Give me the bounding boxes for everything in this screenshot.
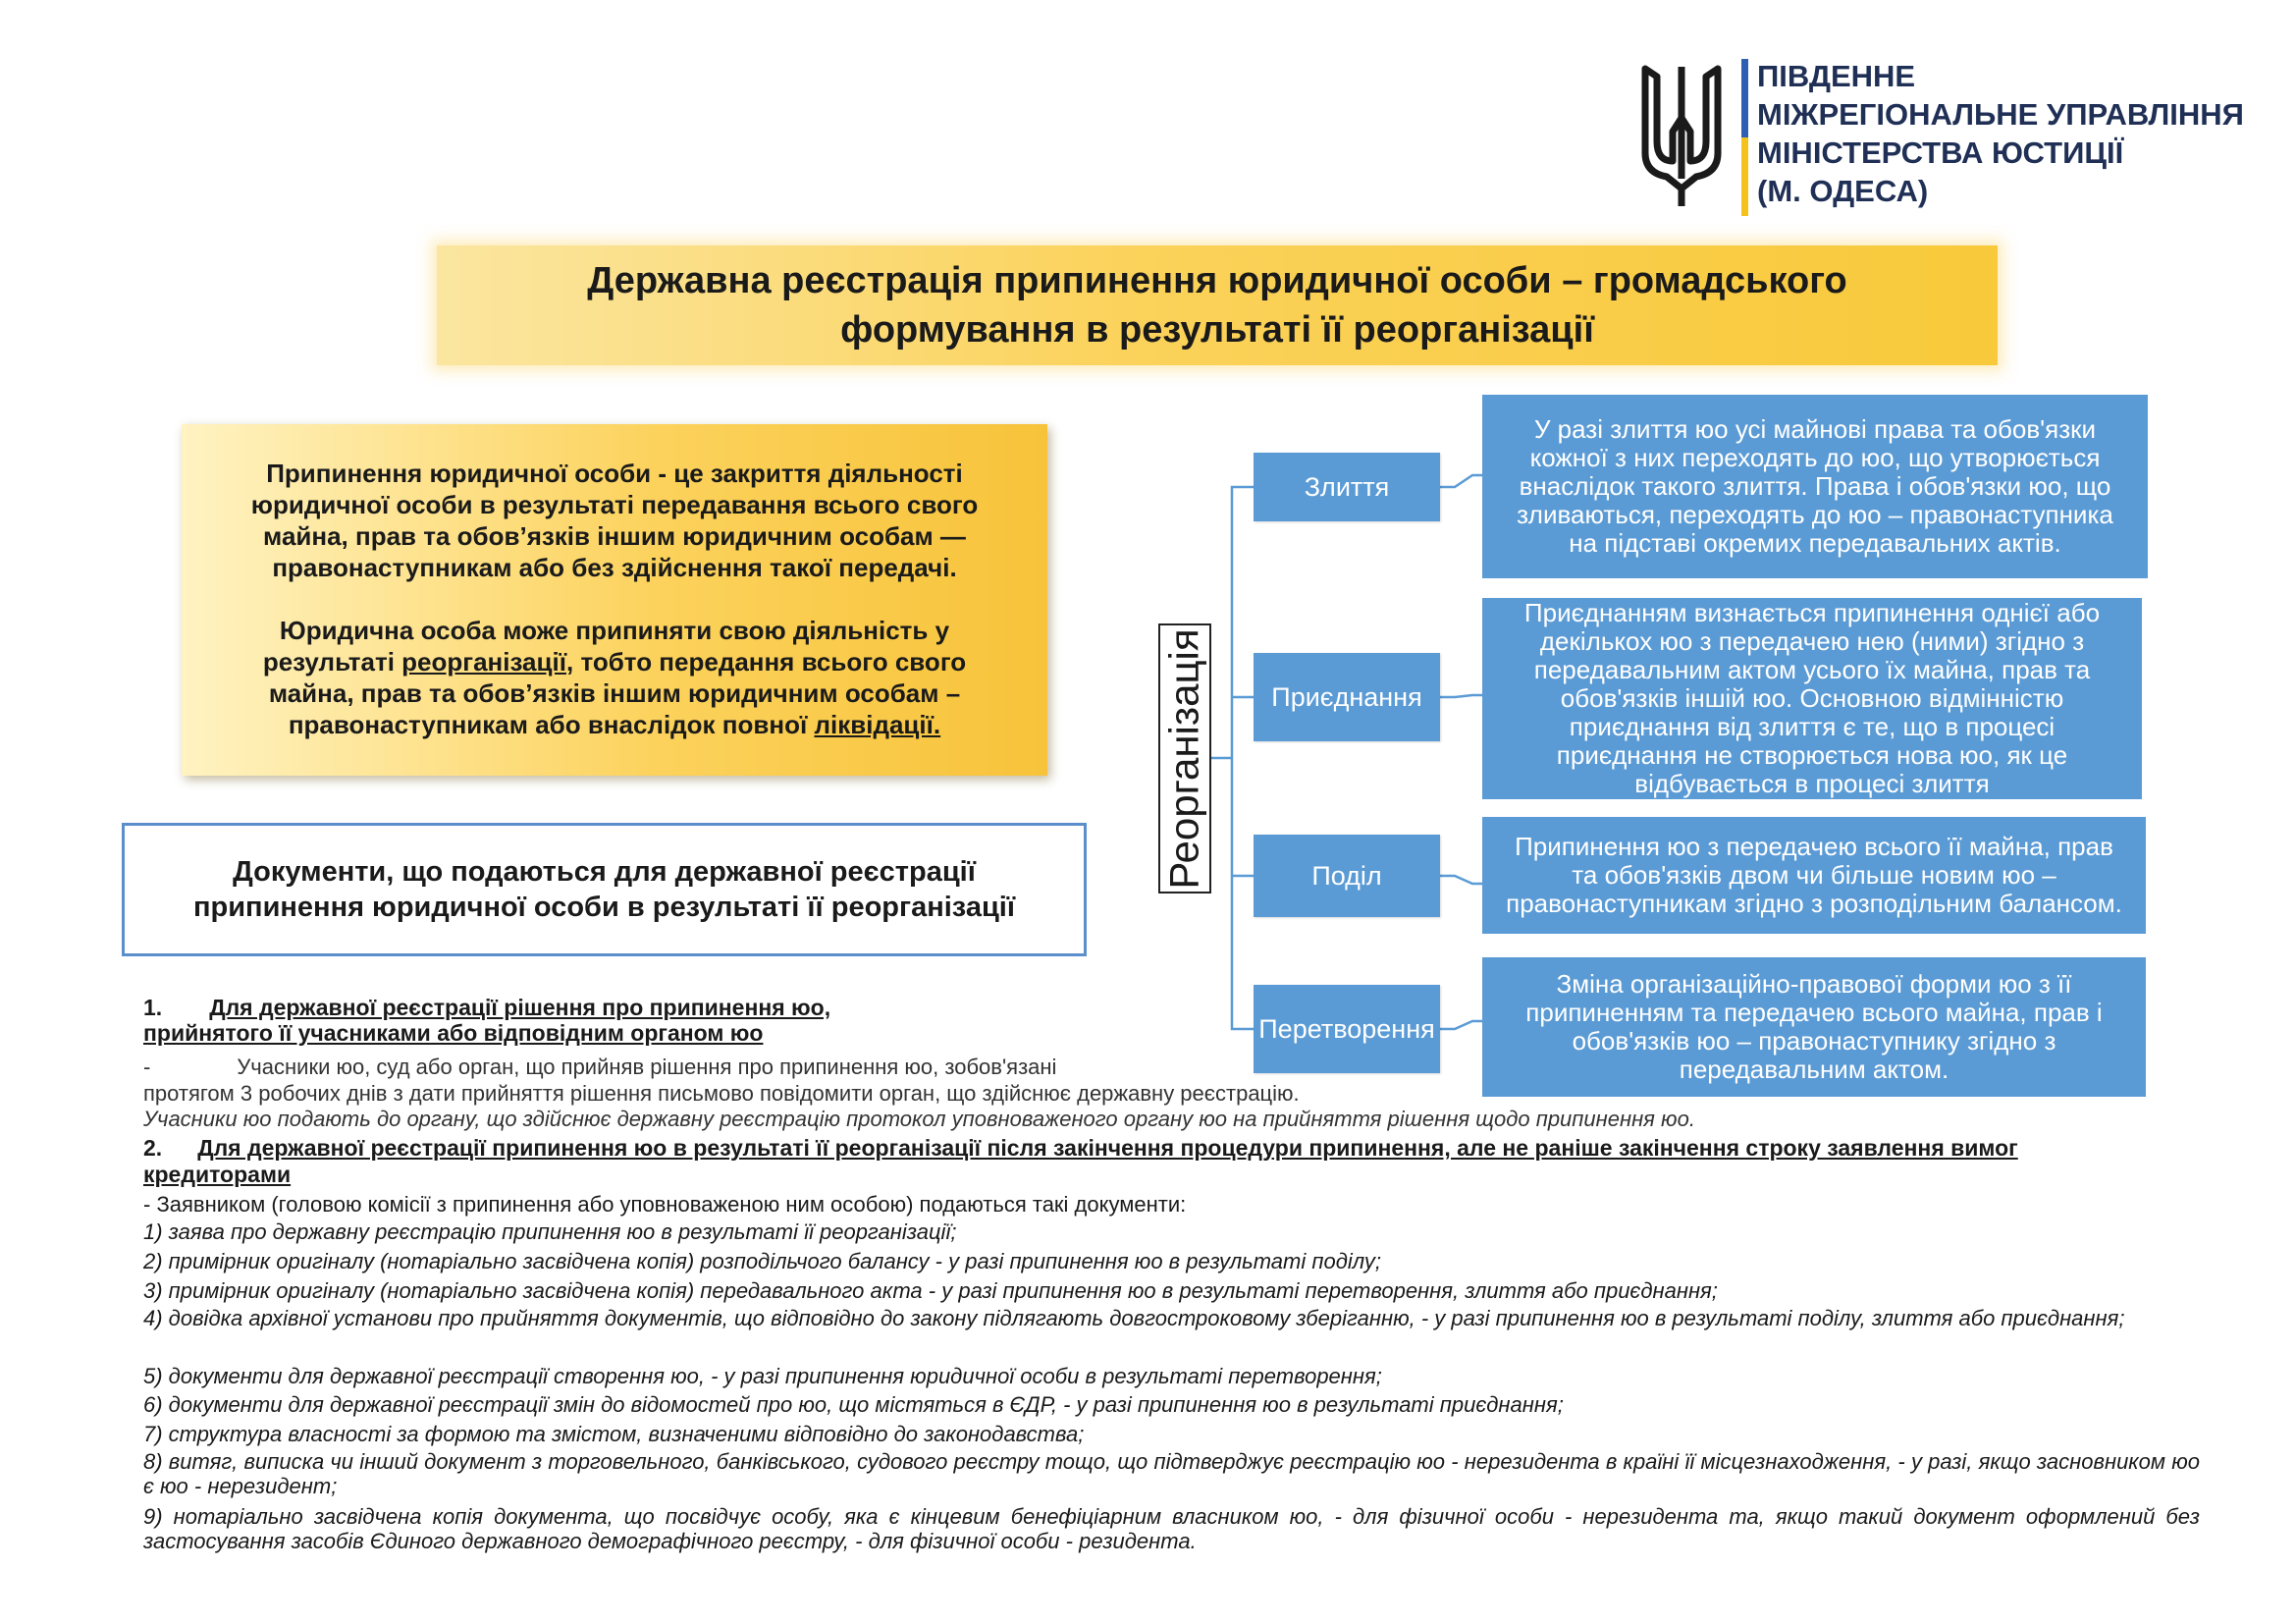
- doc-item-2: 2) примірник оригіналу (нотаріально засвідчена копія) розподільчого балансу - у разі припинення юо в результаті поділу;: [143, 1249, 1382, 1273]
- liquidation-link[interactable]: ліквідації.: [814, 710, 941, 739]
- section2-heading: 2. Для державної реєстрації припинення юо в результаті її реорганізації після закінчення процедури припинення, але не раніше закінчення строку заявлення вимог: [143, 1135, 2018, 1161]
- connector-desc-3: [1440, 876, 1482, 884]
- doc-item-8: 8) витяг, виписка чи інший документ з торговельного, банківського, судового реєстру тощо, що підтверджує реєстрацію юо - нерезидента в країні її місцезнаходження, - у разі, якщо засновником юо є юо - нерезидент;: [143, 1449, 2200, 1498]
- desc-accession: Приєднанням визнається припинення однієї або декількох юо з передачею нею (ними) згідно з передавальним актом усього їх майна, прав та обов'язків іншій юо. Основною відмінністю приєднання від злиття є те, що в процесі приєднання не створюється нова юо, як це відбувається в процесі злиття: [1482, 598, 2142, 799]
- section2-heading-line-2: кредиторами: [143, 1162, 292, 1187]
- type-merger: Злиття: [1254, 453, 1440, 521]
- doc-item-7: 7) структура власності за формою та змістом, визначеними відповідно до законодавства;: [143, 1422, 1085, 1446]
- doc-item-5: 5) документи для державної реєстрації створення юо, - у разі припинення юридичної особи в результаті перетворення;: [143, 1364, 1382, 1388]
- definition-paragraph-2: Юридична особа може припиняти свою діяльність у результаті реорганізації, тобто передання всього свого майна, прав та обов’язків іншим юридичним особам – правонаступникам або внаслідок повної ліквідації.: [262, 616, 967, 739]
- section2-intro: - Заявником (головою комісії з припинення або уповноваженою ним особою) подаються такі документи:: [143, 1192, 1187, 1217]
- title-line-2: формування в результаті її реорганізації: [840, 309, 1594, 351]
- doc-item-4: 4) довідка архівної установи про прийняття документів, що відповідно до закону підлягають довгостроковому зберіганню, - у разі припинення юо в результаті поділу, злиття або приєднання;: [143, 1306, 2125, 1330]
- section1-text-line-1: - Учасники юо, суд або орган, що прийняв рішення про припинення юо, зобов'язані: [143, 1055, 1057, 1079]
- desc-division: Припинення юо з передачею всього її майна, прав та обов'язків двом чи більше новим юо – правонаступникам згідно з розподільним балансом.: [1482, 817, 2146, 934]
- connector-desc-1: [1440, 475, 1482, 487]
- doc-item-6: 6) документи для державної реєстрації змін до відомостей про юо, що містяться в ЄДР, - у разі припинення юо в результаті приєднання;: [143, 1392, 1564, 1417]
- connector-trunk: [1232, 487, 1254, 1029]
- section1-text-line-3: Учасники юо подають до органу, що здійснює державну реєстрацію протокол уповноваженого органу юо на прийняття рішення щодо припинення юо.: [143, 1107, 1695, 1131]
- definition-paragraph-1: Припинення юридичної особи - це закриття діяльності юридичної особи в результаті передавання всього свого майна, прав та обов’язків іншим юридичним особам — правонаступникам або без здійснення такої передачі.: [250, 459, 979, 582]
- section1-heading: 1. Для державної реєстрації рішення про припинення юо,: [143, 995, 831, 1020]
- organization-name: ПІВДЕННЕ МІЖРЕГІОНАЛЬНЕ УПРАВЛІННЯ МІНІСТЕРСТВА ЮСТИЦІЇ (М. ОДЕСА): [1757, 59, 2244, 208]
- doc-item-1: 1) заява про державну реєстрацію припинення юо в результаті її реорганізації;: [143, 1219, 957, 1244]
- section1-heading-line-2: прийнятого її учасниками або відповідним органом юо: [143, 1020, 764, 1046]
- desc-transformation: Зміна організаційно-правової форми юо з її припиненням та передачею всього майна, прав і обов'язків юо – правонаступнику згідно з передавальним актом.: [1482, 957, 2146, 1097]
- reorganization-link[interactable]: реорганізації: [401, 647, 567, 677]
- title-line-1: Державна реєстрація припинення юридичної особи – громадського: [587, 260, 1847, 301]
- connector-desc-4: [1440, 1021, 1482, 1029]
- doc-item-9: 9) нотаріально засвідчена копія документа, що посвідчує особу, яка є кінцевим бенефіціарним власником юо, - для фізичної особи - нерезидента та, якщо такий документ оформлений без застосування засобів Єдиного державного демографічного реєстру, - для фізичної особи - резидента.: [143, 1504, 2200, 1553]
- reorganization-root: Реорганізація: [1161, 627, 1207, 890]
- desc-merger: У разі злиття юо усі майнові права та обов'язки кожної з них переходять до юо, що утворюється внаслідок такого злиття. Права і обов'язки юо, що зливаються, переходять до юо – правонаступника на підставі окремих передавальних актів.: [1482, 395, 2148, 578]
- type-accession: Приєднання: [1254, 653, 1440, 741]
- documents-heading-box: Документи, що подаються для державної реєстрації припинення юридичної особи в результаті її реорганізації: [122, 823, 1087, 956]
- doc-item-3: 3) примірник оригіналу (нотаріально засвідчена копія) передавального акта - у разі припинення юо в результаті перетворення, злиття або приєднання;: [143, 1278, 1718, 1303]
- type-division: Поділ: [1254, 835, 1440, 917]
- type-transformation: Перетворення: [1254, 985, 1440, 1073]
- connector-desc-2: [1440, 695, 1482, 697]
- section1-text-line-2: протягом 3 робочих днів з дати прийняття рішення письмово повідомити орган, що здійснює державну реєстрацію.: [143, 1081, 1300, 1106]
